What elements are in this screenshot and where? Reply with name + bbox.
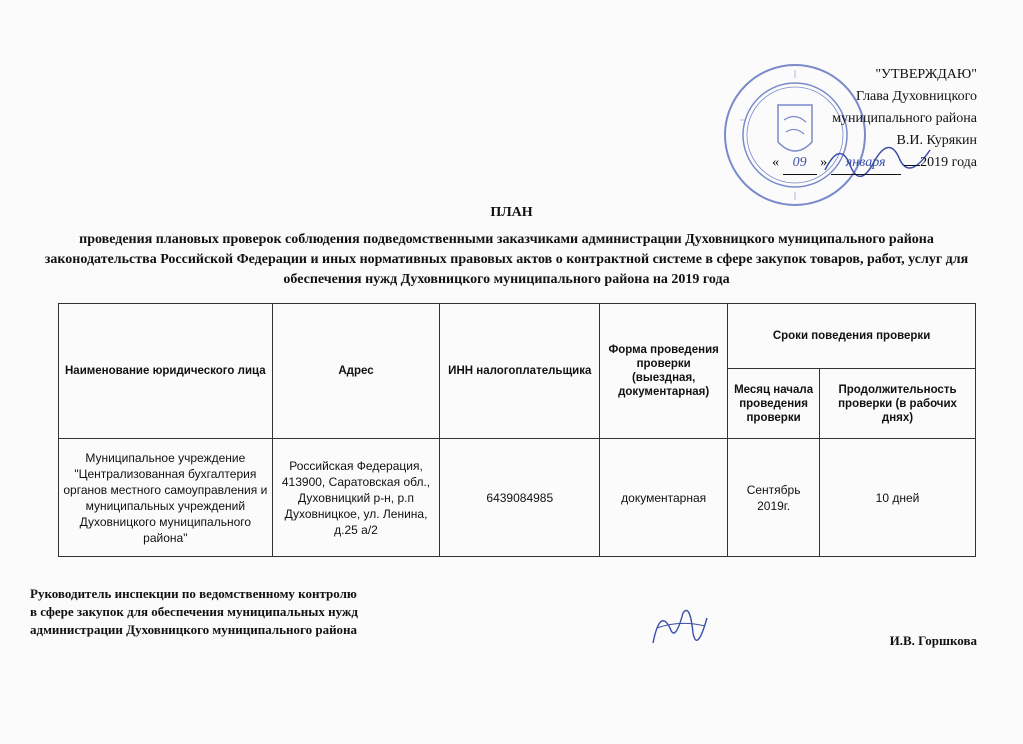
header-inn: ИНН налогоплательщика xyxy=(440,304,600,439)
cell-inn: 6439084985 xyxy=(440,439,600,557)
footer-line3: администрации Духовницкого муниципального района xyxy=(30,622,358,637)
header-duration: Продолжительность проверки (в рабочих днях) xyxy=(820,369,976,439)
table-row xyxy=(59,439,976,557)
date-day: 09 xyxy=(783,152,817,175)
inspector-signature-icon xyxy=(645,598,715,658)
cell-month: Сентябрь 2019г. xyxy=(728,439,820,557)
footer-position xyxy=(30,585,358,639)
date-blank xyxy=(904,165,920,166)
header-address: Адрес xyxy=(272,304,440,439)
approval-position-line2: муниципального района xyxy=(832,111,977,126)
header-terms: Сроки поведения проверки xyxy=(728,304,976,369)
header-form: Форма проведения проверки (выездная, документарная) xyxy=(600,304,728,439)
cell-form: документарная xyxy=(600,439,728,557)
footer-line2: в сфере закупок для обеспечения муниципальных нужд xyxy=(30,604,358,619)
inspection-plan-table xyxy=(58,303,976,557)
footer-line1: Руководитель инспекции по ведомственному контролю xyxy=(30,586,357,601)
date-month: января xyxy=(831,152,901,175)
cell-entity: Муниципальное учреждение "Централизованная бухгалтерия органов местного самоуправления и муниципальных учреждений Духовницкого муниципального района" xyxy=(59,439,273,557)
approval-date xyxy=(772,152,977,175)
document-title: ПЛАН xyxy=(490,205,533,220)
date-close-quote: » xyxy=(820,155,828,170)
approval-name: В.И. Курякин xyxy=(896,133,977,148)
approval-block xyxy=(772,64,977,175)
header-entity: Наименование юридического лица xyxy=(59,304,273,439)
approval-heading: "УТВЕРЖДАЮ" xyxy=(875,67,977,82)
document-subtitle: проведения плановых проверок соблюдения подведомственными заказчиками администрации Духовницкого муниципального района законодательства Российской Федерации и иных нормативных правовых актов о контрактной системе в сфере закупок товаров, работ, услуг для обеспечения нужд Духовницкого муниципального района на 2019 года xyxy=(44,232,969,287)
cell-address: Российская Федерация, 413900, Саратовская обл., Духовницкий р-н, р.п Духовницкое, ул. Ленина, д.25 а/2 xyxy=(272,439,440,557)
cell-duration: 10 дней xyxy=(820,439,976,557)
date-year: 2019 года xyxy=(920,155,977,170)
date-open-quote: « xyxy=(772,155,780,170)
approval-position-line1: Глава Духовницкого xyxy=(856,89,977,104)
header-month: Месяц начала проведения проверки xyxy=(728,369,820,439)
footer-signer: И.В. Горшкова xyxy=(889,633,977,648)
